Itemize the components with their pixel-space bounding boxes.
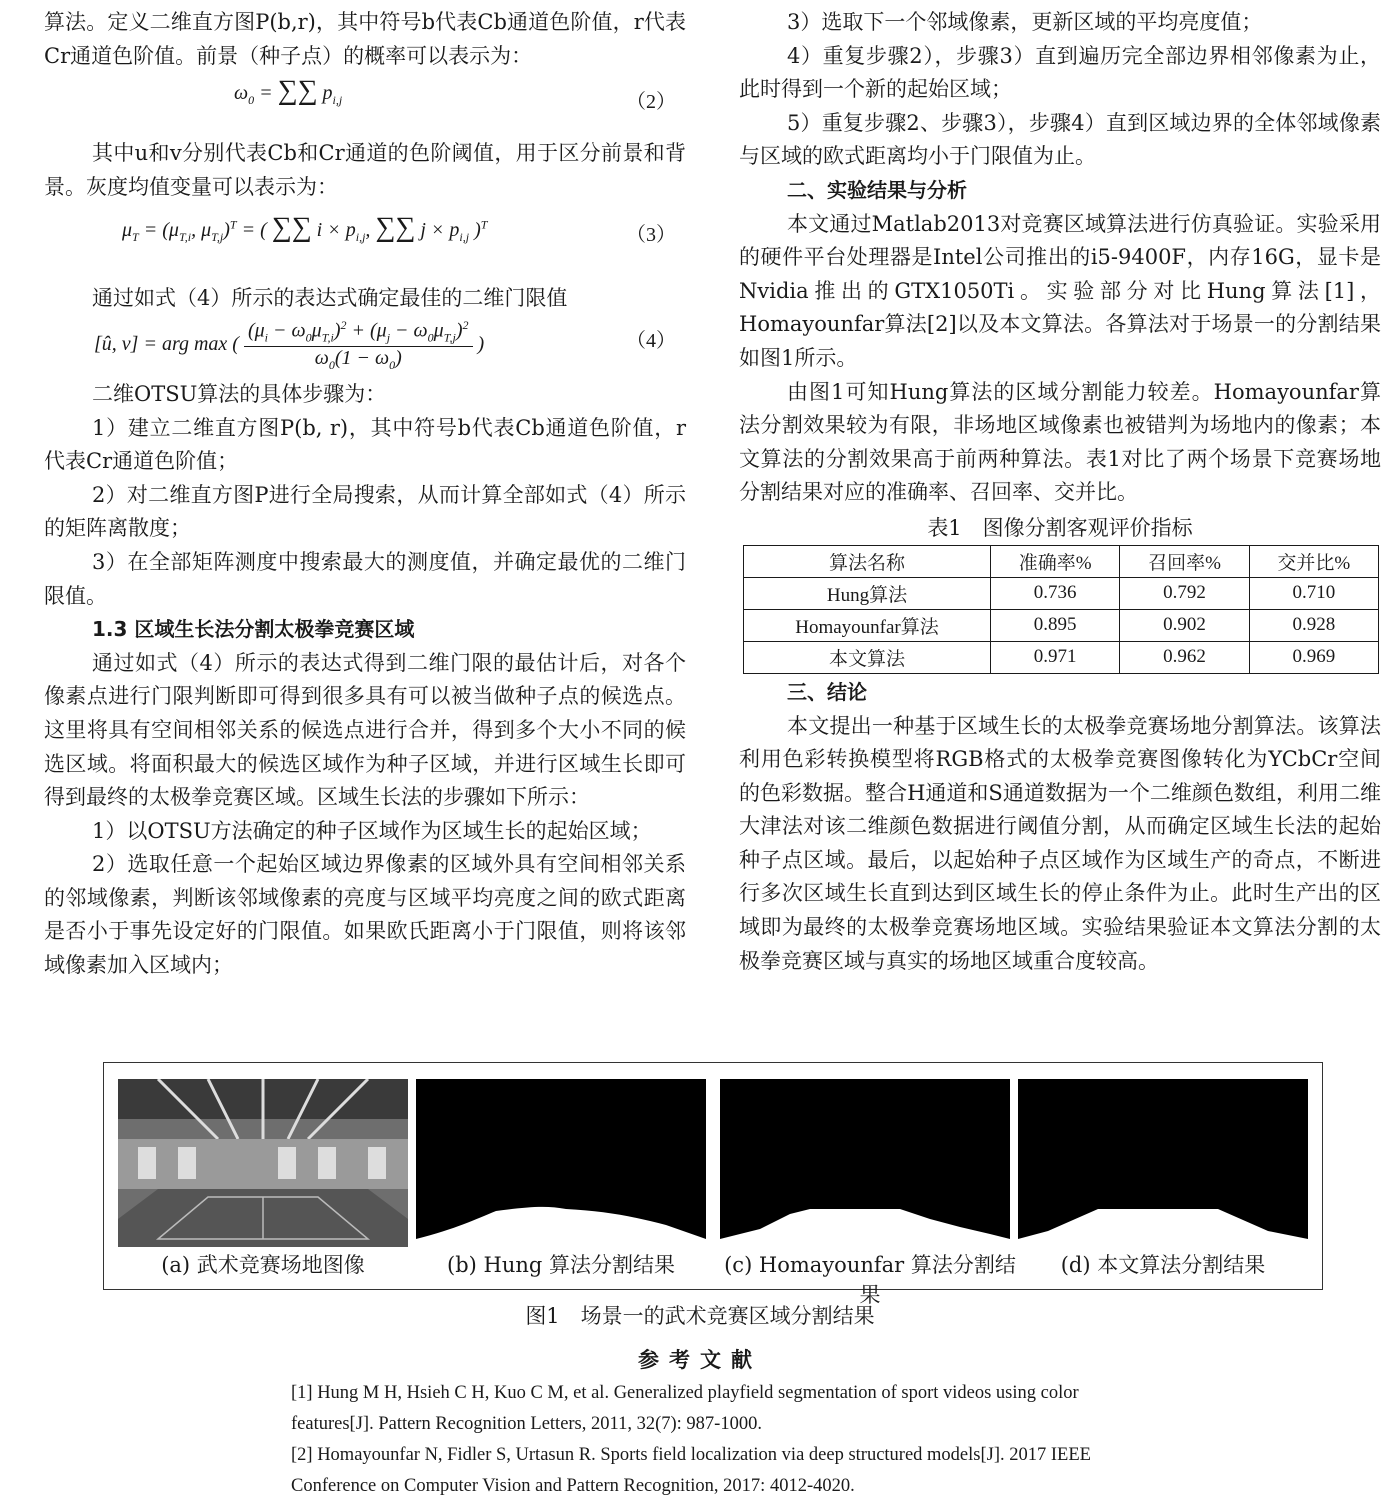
arena-photo-drawing (118, 1079, 408, 1247)
table-cell: 0.710 (1249, 577, 1378, 609)
paragraph: 3）在全部矩阵测度中搜索最大的测度值，并确定最优的二维门限值。 (44, 549, 686, 608)
table-header-row (744, 545, 1379, 577)
table-cell: 0.971 (991, 641, 1120, 673)
table-row (744, 641, 1379, 673)
paragraph: 1）以OTSU方法确定的种子区域作为区域生长的起始区域； (92, 818, 652, 843)
subfigure-caption: (d) 本文算法分割结果 (1060, 1253, 1266, 1277)
references-title: 参考文献 (638, 1348, 762, 1372)
section-heading: 三、结论 (787, 679, 867, 704)
paragraph: 本文提出一种基于区域生长的太极拳竞赛场地分割算法。该算法利用色彩转换模型将RGB格式的太极拳竞赛图像转化为YCbCr空间的色彩数据。整合H通道和S通道数据为一个二维颜色数组，利用二维大津法对该二维颜色数据进行阈值分割，从而确定区域生长法的起始种子点区域。最后，以起始种子点区域作为区域生产的奇点，不断进行多次区域生长直到达到区域生长的停止条件为止。此时生产出的区域即为最终的太极拳竞赛场地区域。实验结果验证本文算法分割的太极拳竞赛区域与真实的场地区域重合度较高。 (739, 713, 1381, 973)
homayounfar-segmentation-result (720, 1079, 1010, 1247)
proposed-segmentation-result (1018, 1079, 1308, 1247)
equation-3: $\mu_T = (\mu_{T,i}$, $\mu_{T,j})^T$ = ( ∑∑ $i \times p_{i,j}$, ∑∑ $j \times p_{i,j}$ )$^T$ （3） (122, 212, 676, 247)
subfigure-caption: (c) Homayounfar 算法分割结果 (724, 1253, 1016, 1307)
equation-4: [û, v] = arg max ( $\frac{(\mu_i - \omega_0\mu_{T,i})^2 + (\mu_j - \omega_0\mu_{T,j})^2}{\omega_0(1 - \omega_0)}$ ) （4） (94, 317, 676, 372)
homayounfar-mask (720, 1079, 1010, 1247)
figure-caption: 图1 场景一的武术竞赛区域分割结果 (525, 1304, 875, 1328)
reference-item: [2] Homayounfar N, Fidler S, Urtasun R. Sports field localization via deep structured models[J]. 2017 IEEE Conference on Computer Vision and Pattern Recognition, 2017: 4012-4020. (291, 1445, 1091, 1496)
table-cell: 0.928 (1249, 609, 1378, 641)
table-header: 交并比% (1249, 545, 1378, 577)
right-column (739, 6, 1381, 978)
table-cell: 0.895 (991, 609, 1120, 641)
paragraph: 4）重复步骤2），步骤3）直到遍历完全部边界相邻像素为止，此时得到一个新的起始区域； (739, 43, 1381, 102)
table-row (744, 609, 1379, 641)
equation-2: $\omega_0$ = ∑∑ $p_{i,j}$ （2） (234, 75, 676, 114)
paragraph: 算法。定义二维直方图P(b,r)，其中符号b代表Cb通道色阶值，r代表Cr通道色阶值。前景（种子点）的概率可以表示为： (44, 10, 686, 68)
hung-mask (416, 1079, 706, 1247)
paragraph: 2）对二维直方图P进行全局搜索，从而计算全部如式（4）所示的矩阵离散度； (44, 482, 686, 541)
subfigure-caption: (a) 武术竞赛场地图像 (161, 1253, 365, 1277)
table-header: 准确率% (991, 545, 1120, 577)
hung-segmentation-result (416, 1079, 706, 1247)
equation-number: （4） (626, 329, 676, 352)
paragraph: 5）重复步骤2、步骤3），步骤4）直到区域边界的全体邻域像素与区域的欧式距离均小于门限值为止。 (739, 110, 1381, 169)
references-list (291, 1378, 1151, 1502)
paragraph: 通过如式（4）所示的表达式确定最佳的二维门限值 (92, 286, 568, 311)
arena-photo (118, 1079, 408, 1247)
table-cell: 本文算法 (744, 641, 991, 673)
paragraph: 3）选取下一个邻域像素，更新区域的平均亮度值； (787, 10, 1263, 34)
table-cell: 0.792 (1120, 577, 1249, 609)
results-table (743, 545, 1379, 674)
table-cell: Hung算法 (744, 577, 991, 609)
table-header: 算法名称 (744, 545, 991, 577)
table-header: 召回率% (1120, 545, 1249, 577)
equation-number: （3） (626, 224, 676, 247)
section-heading: 1.3 区域生长法分割太极拳竞赛区域 (92, 617, 415, 642)
reference-item: [1] Hung M H, Hsieh C H, Kuo C M, et al. Generalized playfield segmentation of sport videos using color features[J]. Pattern Recognition Letters, 2011, 32(7): 987-1000. (291, 1383, 1079, 1434)
paragraph: 2）选取任意一个起始区域边界像素的区域外具有空间相邻关系的邻域像素，判断该邻域像素的亮度与区域平均亮度之间的欧式距离是否小于事先设定好的门限值。如果欧氏距离小于门限值，则将该邻域像素加入区域内； (44, 852, 686, 978)
table-cell: 0.736 (991, 577, 1120, 609)
paragraph: 1）建立二维直方图P(b, r)，其中符号b代表Cb通道色阶值，r代表Cr通道色阶值； (44, 415, 686, 474)
equation-number: （2） (626, 91, 676, 114)
table-cell: Homayounfar算法 (744, 609, 991, 641)
section-heading: 二、实验结果与分析 (787, 177, 967, 202)
figure-1 (103, 1062, 1323, 1307)
table-cell: 0.962 (1120, 641, 1249, 673)
table-cell: 0.969 (1249, 641, 1378, 673)
left-column (44, 6, 686, 983)
proposed-mask (1018, 1079, 1308, 1247)
subfigure-caption: (b) Hung 算法分割结果 (447, 1253, 675, 1277)
paragraph: 二维OTSU算法的具体步骤为： (92, 381, 387, 406)
table-row (744, 577, 1379, 609)
paragraph: 通过如式（4）所示的表达式得到二维门限的最估计后，对各个像素点进行门限判断即可得到很多具有可以被当做种子点的候选点。这里将具有空间相邻关系的候选点进行合并，得到多个大小不同的候选区域。将面积最大的候选区域作为种子区域，并进行区域生长即可得到最终的太极拳竞赛区域。区域生长法的步骤如下所示： (44, 650, 686, 810)
paragraph: 本文通过Matlab2013对竞赛区域算法进行仿真验证。实验采用的硬件平台处理器是Intel公司推出的i5-9400F，内存16G，显卡是Nvidia推出的GTX1050Ti。实验部分对比Hung算法[1]，Homayounfar算法[2]以及本文算法。各算法对于场景一的分割结果如图1所示。 (739, 211, 1381, 370)
paragraph: 其中u和v分别代表Cb和Cr通道的色阶阈值，用于区分前景和背景。灰度均值变量可以表示为： (44, 141, 686, 199)
paragraph: 由图1可知Hung算法的区域分割能力较差。Homayounfar算法分割效果较为有限，非场地区域像素也被错判为场地内的像素；本文算法的分割效果高于前两种算法。表1对比了两个场景下竞赛场地分割结果对应的准确率、召回率、交并比。 (739, 379, 1381, 505)
table-cell: 0.902 (1120, 609, 1249, 641)
table-caption: 表1 图像分割客观评价指标 (927, 515, 1193, 540)
